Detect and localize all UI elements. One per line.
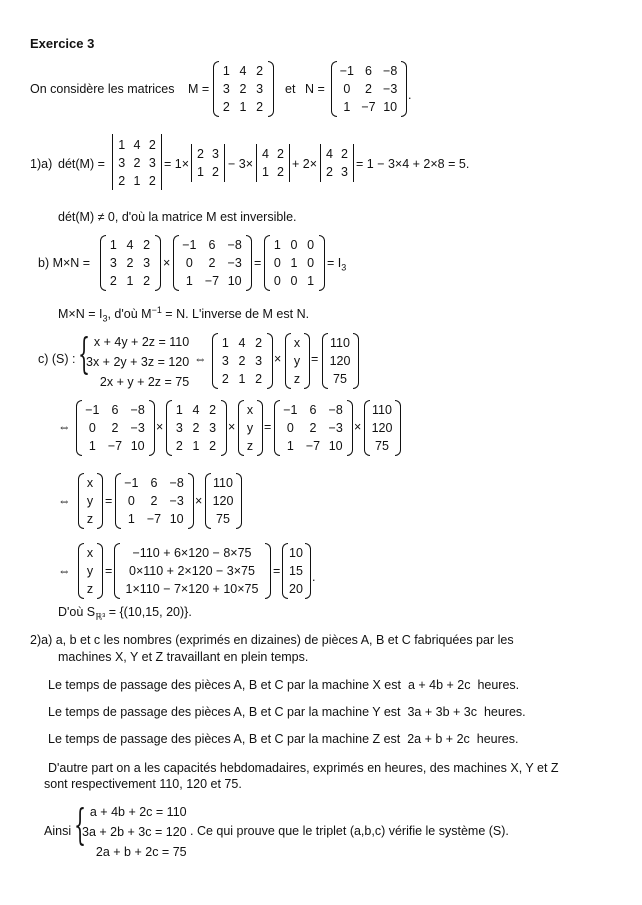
exercise-title: Exercice 3 — [30, 36, 95, 51]
matrix-cell: 2 — [175, 438, 183, 453]
matrix-cell: 3 — [118, 155, 126, 170]
matrix-cell: 2 — [222, 99, 230, 114]
matrix-cell: 4 — [326, 146, 333, 161]
matrix-cell: 3 — [143, 255, 151, 270]
matrix-cell: 1 — [133, 173, 141, 188]
matrix-cell: 2 — [256, 63, 264, 78]
matrix-cell: −8 — [227, 237, 242, 252]
matrix-cell: 1 — [222, 63, 230, 78]
var-cell: x — [293, 335, 301, 350]
rhs-cell: 110 — [213, 475, 233, 490]
matrix-cell: 1 — [197, 164, 204, 179]
var-cell: z — [246, 438, 254, 453]
matrix-cell: −3 — [328, 420, 343, 435]
matrix-cell: 6 — [111, 402, 119, 417]
q1c-label: c) (S) : — [38, 352, 76, 366]
matrix-cell: 1 — [175, 402, 183, 417]
matrix-cell: 6 — [365, 63, 372, 78]
matrix-cell: 2 — [109, 273, 117, 288]
equiv-4: ⇔ — [58, 564, 71, 578]
matrix-cell: −8 — [130, 402, 145, 417]
matrix-cell: 1 — [238, 371, 246, 386]
matrix-cell: 10 — [169, 511, 184, 526]
period: . — [408, 88, 412, 102]
matrix-cell: 0 — [273, 273, 281, 288]
matrix-cell: 4 — [192, 402, 200, 417]
matrix-cell: 2 — [111, 420, 119, 435]
var-cell: y — [86, 563, 94, 578]
eq-i3: = $I_3$ — [327, 256, 347, 273]
matrix-cell: 1 — [185, 273, 193, 288]
matrix-cell: 3 — [212, 146, 219, 161]
system-conclusion: . Ce qui prouve que le triplet (a,b,c) vérifie le système (S). — [190, 824, 509, 838]
et-text: et — [285, 82, 296, 96]
matrix-cell: 3 — [255, 353, 263, 368]
var-cell: x — [86, 545, 94, 560]
machine-z-line: Le temps de passage des pièces A, B et C par la machine Z est 2a + b + 2c heures. — [48, 732, 519, 746]
matrix-cell: 1 — [273, 237, 281, 252]
matrix-cell: 2 — [326, 164, 333, 179]
var-cell: z — [86, 581, 94, 596]
matrix-cell: 2 — [143, 237, 151, 252]
m-label: M = — [188, 82, 210, 96]
matrix-cell: 2 — [208, 255, 216, 270]
machine-y-line: Le temps de passage des pièces A, B et C par la machine Y est 3a + 3b + 3c heures. — [48, 705, 526, 719]
rhs-cell: 110 — [372, 402, 392, 417]
matrix-cell: 2 — [341, 146, 348, 161]
matrix-cell: 2 — [197, 146, 204, 161]
matrix-cell: 2 — [118, 173, 126, 188]
matrix-cell: 1 — [262, 164, 269, 179]
matrix-cell: 2 — [148, 137, 156, 152]
equiv-3: ⇔ — [58, 494, 71, 508]
ainsi-label: Ainsi — [44, 824, 72, 838]
matrix-cell: 2 — [212, 164, 219, 179]
matrix-cell: 2 — [221, 371, 229, 386]
eq3: + 2× — [292, 157, 318, 171]
machine-x-line: Le temps de passage des pièces A, B et C par la machine X est a + 4b + 2c heures. — [48, 678, 520, 692]
matrix-cell: −3 — [383, 81, 398, 96]
matrix-cell: 10 — [383, 99, 398, 114]
times-b: × — [163, 256, 171, 270]
var-cell: y — [246, 420, 254, 435]
rhs-cell: 75 — [375, 438, 389, 453]
matrix-cell: 10 — [328, 438, 343, 453]
var-cell: x — [246, 402, 254, 417]
matrix-cell: 0 — [185, 255, 193, 270]
matrix-cell: 0 — [307, 255, 315, 270]
matrix-cell: 10 — [227, 273, 242, 288]
var-cell: y — [293, 353, 301, 368]
matrix-cell: 2 — [255, 371, 263, 386]
matrix-cell: 2 — [126, 255, 134, 270]
matrix-cell: 0 — [273, 255, 281, 270]
matrix-cell: 4 — [126, 237, 134, 252]
intro-text: On considère les matrices — [30, 82, 175, 96]
matrix-cell: 1 — [126, 273, 134, 288]
matrix-cell: 4 — [133, 137, 141, 152]
matrix-cell: 2 — [133, 155, 141, 170]
matrix-cell: −3 — [227, 255, 242, 270]
var-cell: x — [86, 475, 94, 490]
matrix-cell: −1 — [283, 402, 298, 417]
matrix-cell: 2 — [255, 335, 263, 350]
matrix-cell: 2 — [150, 493, 158, 508]
matrix-cell: 3 — [209, 420, 217, 435]
matrix-cell: 1 — [127, 511, 135, 526]
matrix-cell: 3 — [222, 81, 230, 96]
matrix-cell: 6 — [208, 237, 216, 252]
q2a-line1: 2)a) a, b et c les nombres (exprimés en dizaines) de pièces A, B et C fabriquées par les — [30, 633, 514, 647]
equiv-2: ⇔ — [58, 420, 71, 434]
equiv-1: ⇔ — [194, 352, 207, 366]
matrix-cell: 2 — [209, 438, 217, 453]
matrix-cell: 1 — [307, 273, 315, 288]
capacity-line2: sont respectivement 110, 120 et 75. — [44, 777, 242, 791]
rhs-cell: 120 — [212, 493, 234, 508]
matrix-cell: 2 — [143, 273, 151, 288]
matrix-cell: 1 — [118, 137, 126, 152]
matrix-cell: 1 — [239, 99, 247, 114]
q1b-label: b) M×N = — [38, 256, 91, 270]
matrix-cell: 2 — [209, 402, 217, 417]
matrix-cell: 2 — [365, 81, 372, 96]
solution-set: D'où $S_{ℝ^3} = \{(10,15$, 20)}. — [58, 605, 192, 622]
system-abc: a + 4b + 2c = 110 3a + 2b + 3c = 120 2a + b + 2c = 75 — [82, 805, 187, 859]
matrix-cell: 10 — [130, 438, 145, 453]
capacity-line1: D'autre part on a les capacités hebdomadaires, exprimés en heures, des machines X, Y et Z — [48, 761, 559, 775]
matrix-cell: 2 — [192, 420, 200, 435]
matrix-cell: 4 — [262, 146, 269, 161]
matrix-cell: 3 — [256, 81, 264, 96]
matrix-cell: 3 — [175, 420, 183, 435]
matrix-cell: −8 — [169, 475, 184, 490]
matrix-cell: 0 — [290, 237, 298, 252]
matrix-cell: −1 — [339, 63, 354, 78]
matrix-cell: −1 — [124, 475, 139, 490]
matrix-cell: 1 — [286, 438, 294, 453]
matrix-cell: 6 — [309, 402, 317, 417]
matrix-cell: 0 — [127, 493, 135, 508]
matrix-cell: −1 — [85, 402, 100, 417]
system-s: x + 4y + 2z = 110 3x + 2y + 3z = 120 2x + y + 2z = 75 — [86, 335, 190, 389]
matrix-cell: 0 — [88, 420, 96, 435]
matrix-cell: 3 — [221, 353, 229, 368]
matrix-cell: 1 — [192, 438, 200, 453]
matrix-cell: 0 — [343, 81, 351, 96]
matrix-cell: 6 — [150, 475, 158, 490]
matrix-cell: −1 — [182, 237, 197, 252]
eq1: = 1× — [164, 157, 190, 171]
matrix-cell: 2 — [277, 146, 284, 161]
matrix-cell: −7 — [107, 438, 123, 453]
matrix-cell: 2 — [309, 420, 317, 435]
matrix-cell: 1 — [88, 438, 96, 453]
det-result: = 1 − 3×4 + 2×8 = 5. — [356, 157, 470, 171]
matrix-cell: −3 — [169, 493, 184, 508]
system2-brace: { — [74, 800, 87, 849]
matrix-cell: 0 — [286, 420, 294, 435]
q1a-label: 1)a) — [30, 157, 53, 171]
rhs-cell: 110 — [330, 335, 350, 350]
var-cell: z — [293, 371, 301, 386]
matrix-cell: 2 — [239, 81, 247, 96]
matrix-cell: 1 — [290, 255, 298, 270]
matrix-cell: −3 — [130, 420, 145, 435]
rhs-cell: 75 — [216, 511, 230, 526]
matrix-cell: −8 — [383, 63, 398, 78]
matrix-cell: 0 — [307, 237, 315, 252]
matrix-cell: 3 — [341, 164, 348, 179]
rhs-cell: 120 — [371, 420, 393, 435]
matrix-cell: −7 — [204, 273, 220, 288]
matrix-cell: 1 — [343, 99, 351, 114]
matrix-cell: 2 — [148, 173, 156, 188]
eq2: − 3× — [228, 157, 254, 171]
matrix-cell: 1 — [221, 335, 229, 350]
det-label: dét(M) = — [58, 157, 105, 171]
matrix-cell: 2 — [238, 353, 246, 368]
q2a-line2: machines X, Y et Z travaillant en plein temps. — [58, 650, 309, 664]
matrix-cell: −7 — [361, 99, 376, 114]
matrix-cell: −7 — [305, 438, 321, 453]
var-cell: y — [86, 493, 94, 508]
matrix-cell: 3 — [109, 255, 117, 270]
n-label: N = — [305, 82, 325, 96]
matrix-cell: 4 — [239, 63, 247, 78]
det-conclusion: dét(M) ≠ 0, d'où la matrice M est inversible. — [58, 210, 297, 224]
matrix-cell: 2 — [277, 164, 284, 179]
rhs-cell: 75 — [333, 371, 347, 386]
rhs-cell: 120 — [329, 353, 351, 368]
matrix-cell: 3 — [148, 155, 156, 170]
matrix-cell: 4 — [238, 335, 246, 350]
inverse-conclusion: $M\times N = I_3$, d'où $M^{-1} = N$. L'inverse de M est N. — [58, 305, 310, 324]
matrix-cell: 0 — [290, 273, 298, 288]
matrix-cell: 1 — [109, 237, 117, 252]
system-brace: { — [78, 329, 91, 378]
matrix-cell: −8 — [328, 402, 343, 417]
matrix-cell: −7 — [146, 511, 162, 526]
matrix-cell: 2 — [256, 99, 264, 114]
var-cell: z — [86, 511, 94, 526]
